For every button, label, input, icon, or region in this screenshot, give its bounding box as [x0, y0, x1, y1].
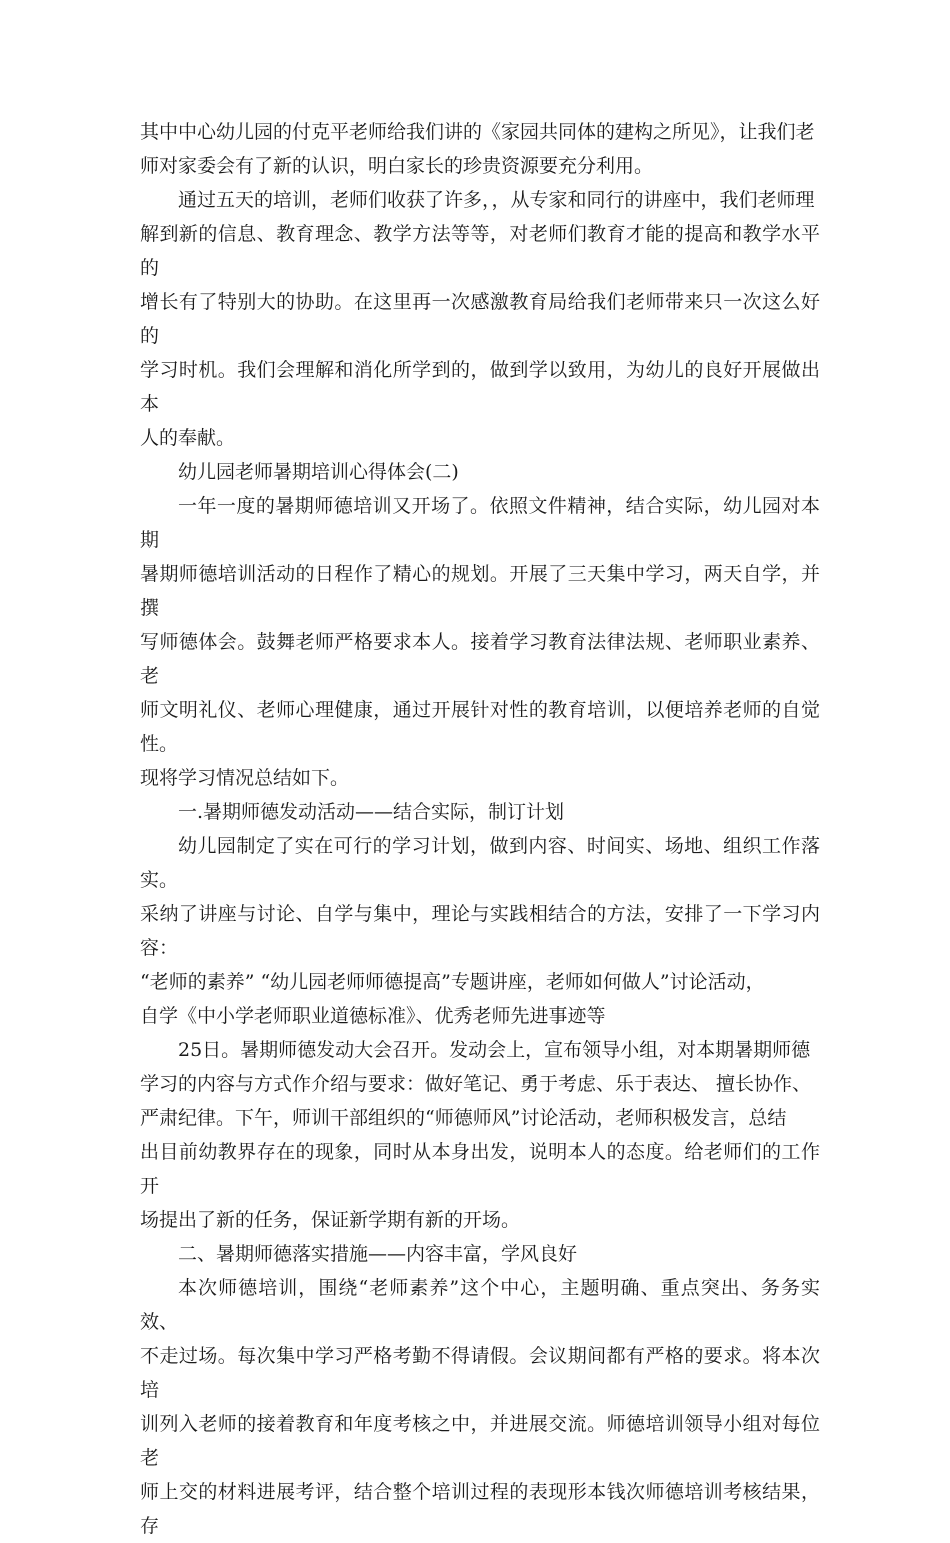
paragraph-6: 本次师德培训，围绕“老师素养”这个中心，主题明确、重点突出、务务实效、 不走过场。每次集中学习严格考勤不得请假。会议期间都有严格的要求。将本次培 训列入老师的接着教育和年度考核之中，并进展交流。师德培训领导小组对每位老 师上交的材料进展考评，结合整个培训过程的表现形本钱次师德培训考核结果，存: [140, 1277, 820, 1537]
paragraph-3: 一年一度的暑期师德培训又开场了。依照文件精神，结合实际，幼儿园对本期 暑期师德培训活动的日程作了精心的规划。开展了三天集中学习，两天自学，并撰 写师德体会。鼓舞老师严格要求本人。接着学习教育法律法规、老师职业素养、老 师文明礼仪、老师心理健康，通过开展针对性的教育培训，以便培养老师的自觉性。 现将学习情况总结如下。: [140, 495, 820, 789]
section-heading-1: 一.暑期师德发动活动——结合实际，制订计划: [178, 801, 565, 823]
document-body: [140, 115, 820, 1543]
paragraph-5: 25日。暑期师德发动大会召开。发动会上，宣布领导小组，对本期暑期师德 学习的内容与方式作介绍与要求：做好笔记、勇于考虑、乐于表达、 擅长协作、 严肃纪律。下午，师训干部组织的“师德师风”讨论活动，老师积极发言，总结 出目前幼教界存在的现象，同时从本身出发，说明本人的态度。给老师们的工作开 场提出了新的任务，保证新学期有新的开场。: [140, 1039, 820, 1231]
section-title-2: 幼儿园老师暑期培训心得体会(二): [178, 461, 459, 483]
section-heading-2: 二、暑期师德落实措施——内容丰富，学风良好: [178, 1243, 578, 1265]
paragraph-2: 通过五天的培训，老师们收获了许多，，从专家和同行的讲座中，我们老师理 解到新的信息、教育理念、教学方法等等，对老师们教育才能的提高和教学水平的 增长有了特别大的协助。在这里再一次感激教育局给我们老师带来只一次这么好的 学习时机。我们会理解和消化所学到的，做到学以致用，为幼儿的良好开展做出本 人的奉献。: [140, 189, 820, 449]
paragraph-1: 其中中心幼儿园的付克平老师给我们讲的《家园共同体的建构之所见》，让我们老 师对家委会有了新的认识，明白家长的珍贵资源要充分利用。: [140, 121, 815, 177]
paragraph-4: 幼儿园制定了实在可行的学习计划，做到内容、时间实、场地、组织工作落实。 采纳了讲座与讨论、自学与集中，理论与实践相结合的方法，安排了一下学习内容： “老师的素养” “幼儿园老师师德提高”专题讲座，老师如何做人”讨论活动， 自学《中小学老师职业道德标准》、优秀老师先进事迹等: [140, 835, 820, 1027]
